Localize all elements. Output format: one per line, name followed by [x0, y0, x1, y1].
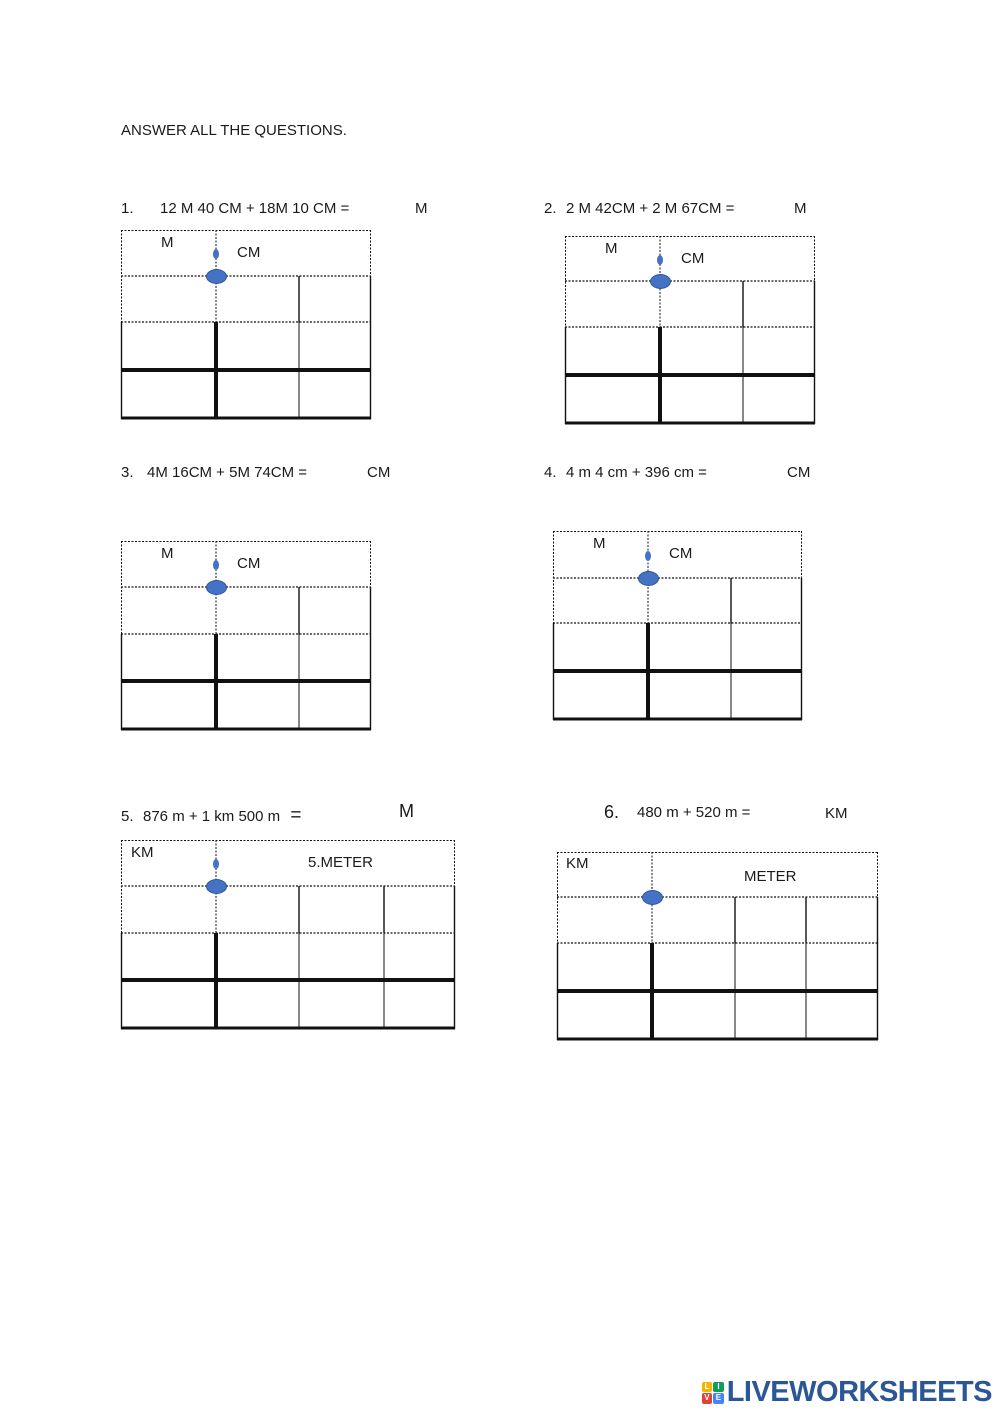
- answer-cell[interactable]: [651, 675, 728, 716]
- equals-sign: =: [290, 805, 302, 826]
- decimal-dot-icon: [213, 859, 219, 869]
- question-number: 5.: [121, 808, 134, 825]
- answer-unit: M: [399, 801, 414, 821]
- answer-cell[interactable]: [734, 675, 799, 716]
- answer-unit: M: [794, 200, 807, 217]
- header-whole-unit: KM: [131, 844, 154, 861]
- answer-cell[interactable]: [124, 937, 213, 976]
- question-expression: 4 m 4 cm + 396 cm =: [566, 464, 707, 481]
- answer-cell[interactable]: [302, 890, 381, 929]
- answer-cell[interactable]: [556, 675, 645, 716]
- place-value-grid-3: [121, 541, 371, 730]
- question-6: [604, 802, 750, 823]
- answer-cell[interactable]: [219, 638, 296, 677]
- answer-cell[interactable]: [387, 984, 452, 1025]
- answer-cell[interactable]: [556, 582, 645, 619]
- answer-cell[interactable]: [124, 591, 213, 630]
- answer-cell[interactable]: [746, 331, 812, 371]
- question-number: 4.: [544, 464, 557, 481]
- answer-cell[interactable]: [124, 374, 213, 415]
- answer-cell[interactable]: [387, 890, 452, 929]
- answer-cell[interactable]: [302, 326, 368, 366]
- answer-cell[interactable]: [663, 379, 740, 420]
- answer-cell[interactable]: [219, 984, 296, 1025]
- question-number: 3.: [121, 464, 134, 481]
- decimal-dot-icon: [213, 560, 219, 570]
- answer-cell[interactable]: [651, 627, 728, 667]
- answer-cell[interactable]: [734, 582, 799, 619]
- answer-cell[interactable]: [302, 638, 368, 677]
- answer-cell[interactable]: [738, 901, 803, 939]
- question-expression: 480 m + 520 m =: [637, 804, 751, 821]
- decimal-dot-icon: [213, 249, 219, 259]
- question-1: [121, 200, 349, 217]
- answer-cell[interactable]: [809, 947, 875, 987]
- header-fraction-unit: CM: [669, 545, 693, 562]
- answer-unit: CM: [787, 464, 811, 481]
- answer-cell[interactable]: [651, 582, 728, 619]
- answer-cell[interactable]: [302, 374, 368, 415]
- place-value-grid-4: [553, 531, 802, 720]
- answer-cell[interactable]: [219, 326, 296, 366]
- header-fraction-unit: CM: [237, 244, 261, 261]
- place-value-grid-5: [121, 840, 455, 1029]
- decimal-dot-icon: [657, 255, 663, 265]
- answer-unit: CM: [367, 464, 391, 481]
- header-whole-unit: M: [161, 545, 174, 562]
- decimal-dot-icon: [645, 551, 651, 561]
- question-2: [544, 200, 734, 217]
- brand-name: LIVEWORKSHEETS: [726, 1376, 992, 1408]
- answer-cell[interactable]: [655, 901, 732, 939]
- question-4: [544, 464, 707, 481]
- answer-cell[interactable]: [809, 995, 875, 1036]
- question-number: 2.: [544, 200, 557, 217]
- question-number: 6.: [604, 802, 620, 822]
- question-expression: 12 M 40 CM + 18M 10 CM =: [160, 200, 350, 217]
- question-5: [121, 805, 301, 827]
- answer-cell[interactable]: [568, 285, 657, 323]
- answer-cell[interactable]: [124, 984, 213, 1025]
- answer-cell[interactable]: [560, 901, 649, 939]
- answer-cell[interactable]: [302, 591, 368, 630]
- answer-cell[interactable]: [302, 280, 368, 318]
- header-fraction-unit: CM: [681, 250, 705, 267]
- answer-cell[interactable]: [124, 685, 213, 726]
- answer-cell[interactable]: [302, 984, 381, 1025]
- answer-cell[interactable]: [746, 285, 812, 323]
- answer-cell[interactable]: [568, 331, 657, 371]
- answer-cell[interactable]: [734, 627, 799, 667]
- answer-cell[interactable]: [302, 685, 368, 726]
- answer-cell[interactable]: [219, 280, 296, 318]
- header-whole-unit: KM: [566, 855, 589, 872]
- answer-cell[interactable]: [124, 280, 213, 318]
- answer-cell[interactable]: [568, 379, 657, 420]
- place-value-grid-1: [121, 230, 371, 419]
- header-fraction-unit: METER: [744, 868, 797, 885]
- answer-cell[interactable]: [302, 937, 381, 976]
- answer-cell[interactable]: [219, 890, 296, 929]
- answer-cell[interactable]: [219, 591, 296, 630]
- question-expression: 2 M 42CM + 2 M 67CM =: [566, 200, 735, 217]
- answer-cell[interactable]: [124, 638, 213, 677]
- answer-cell[interactable]: [738, 947, 803, 987]
- header-whole-unit: M: [605, 240, 618, 257]
- question-3: [121, 464, 307, 481]
- answer-cell[interactable]: [663, 331, 740, 371]
- answer-cell[interactable]: [560, 995, 649, 1036]
- header-whole-unit: M: [593, 535, 606, 552]
- answer-cell[interactable]: [746, 379, 812, 420]
- header-whole-unit: M: [161, 234, 174, 251]
- header-fraction-unit: 5.METER: [308, 854, 374, 871]
- answer-cell[interactable]: [809, 901, 875, 939]
- place-value-grid-6: [557, 852, 878, 1040]
- place-value-grid-2: [565, 236, 815, 424]
- logo-mark-icon: L I V E: [702, 1382, 724, 1404]
- answer-cell[interactable]: [655, 947, 732, 987]
- answer-cell[interactable]: [387, 937, 452, 976]
- answer-cell[interactable]: [560, 947, 649, 987]
- question-expression: 4M 16CM + 5M 74CM =: [147, 464, 308, 481]
- instructions: ANSWER ALL THE QUESTIONS.: [121, 122, 347, 139]
- answer-cell[interactable]: [738, 995, 803, 1036]
- question-expression: 876 m + 1 km 500 m: [143, 808, 281, 825]
- answer-unit: KM: [825, 805, 848, 822]
- question-number: 1.: [121, 200, 134, 217]
- answer-cell[interactable]: [663, 285, 740, 323]
- answer-cell[interactable]: [219, 374, 296, 415]
- answer-cell[interactable]: [219, 685, 296, 726]
- answer-unit: M: [415, 200, 428, 217]
- answer-cell[interactable]: [556, 627, 645, 667]
- answer-cell[interactable]: [124, 326, 213, 366]
- answer-cell[interactable]: [655, 995, 732, 1036]
- answer-cell[interactable]: [124, 890, 213, 929]
- answer-cell[interactable]: [219, 937, 296, 976]
- header-fraction-unit: CM: [237, 555, 261, 572]
- liveworksheets-logo: [702, 1376, 992, 1409]
